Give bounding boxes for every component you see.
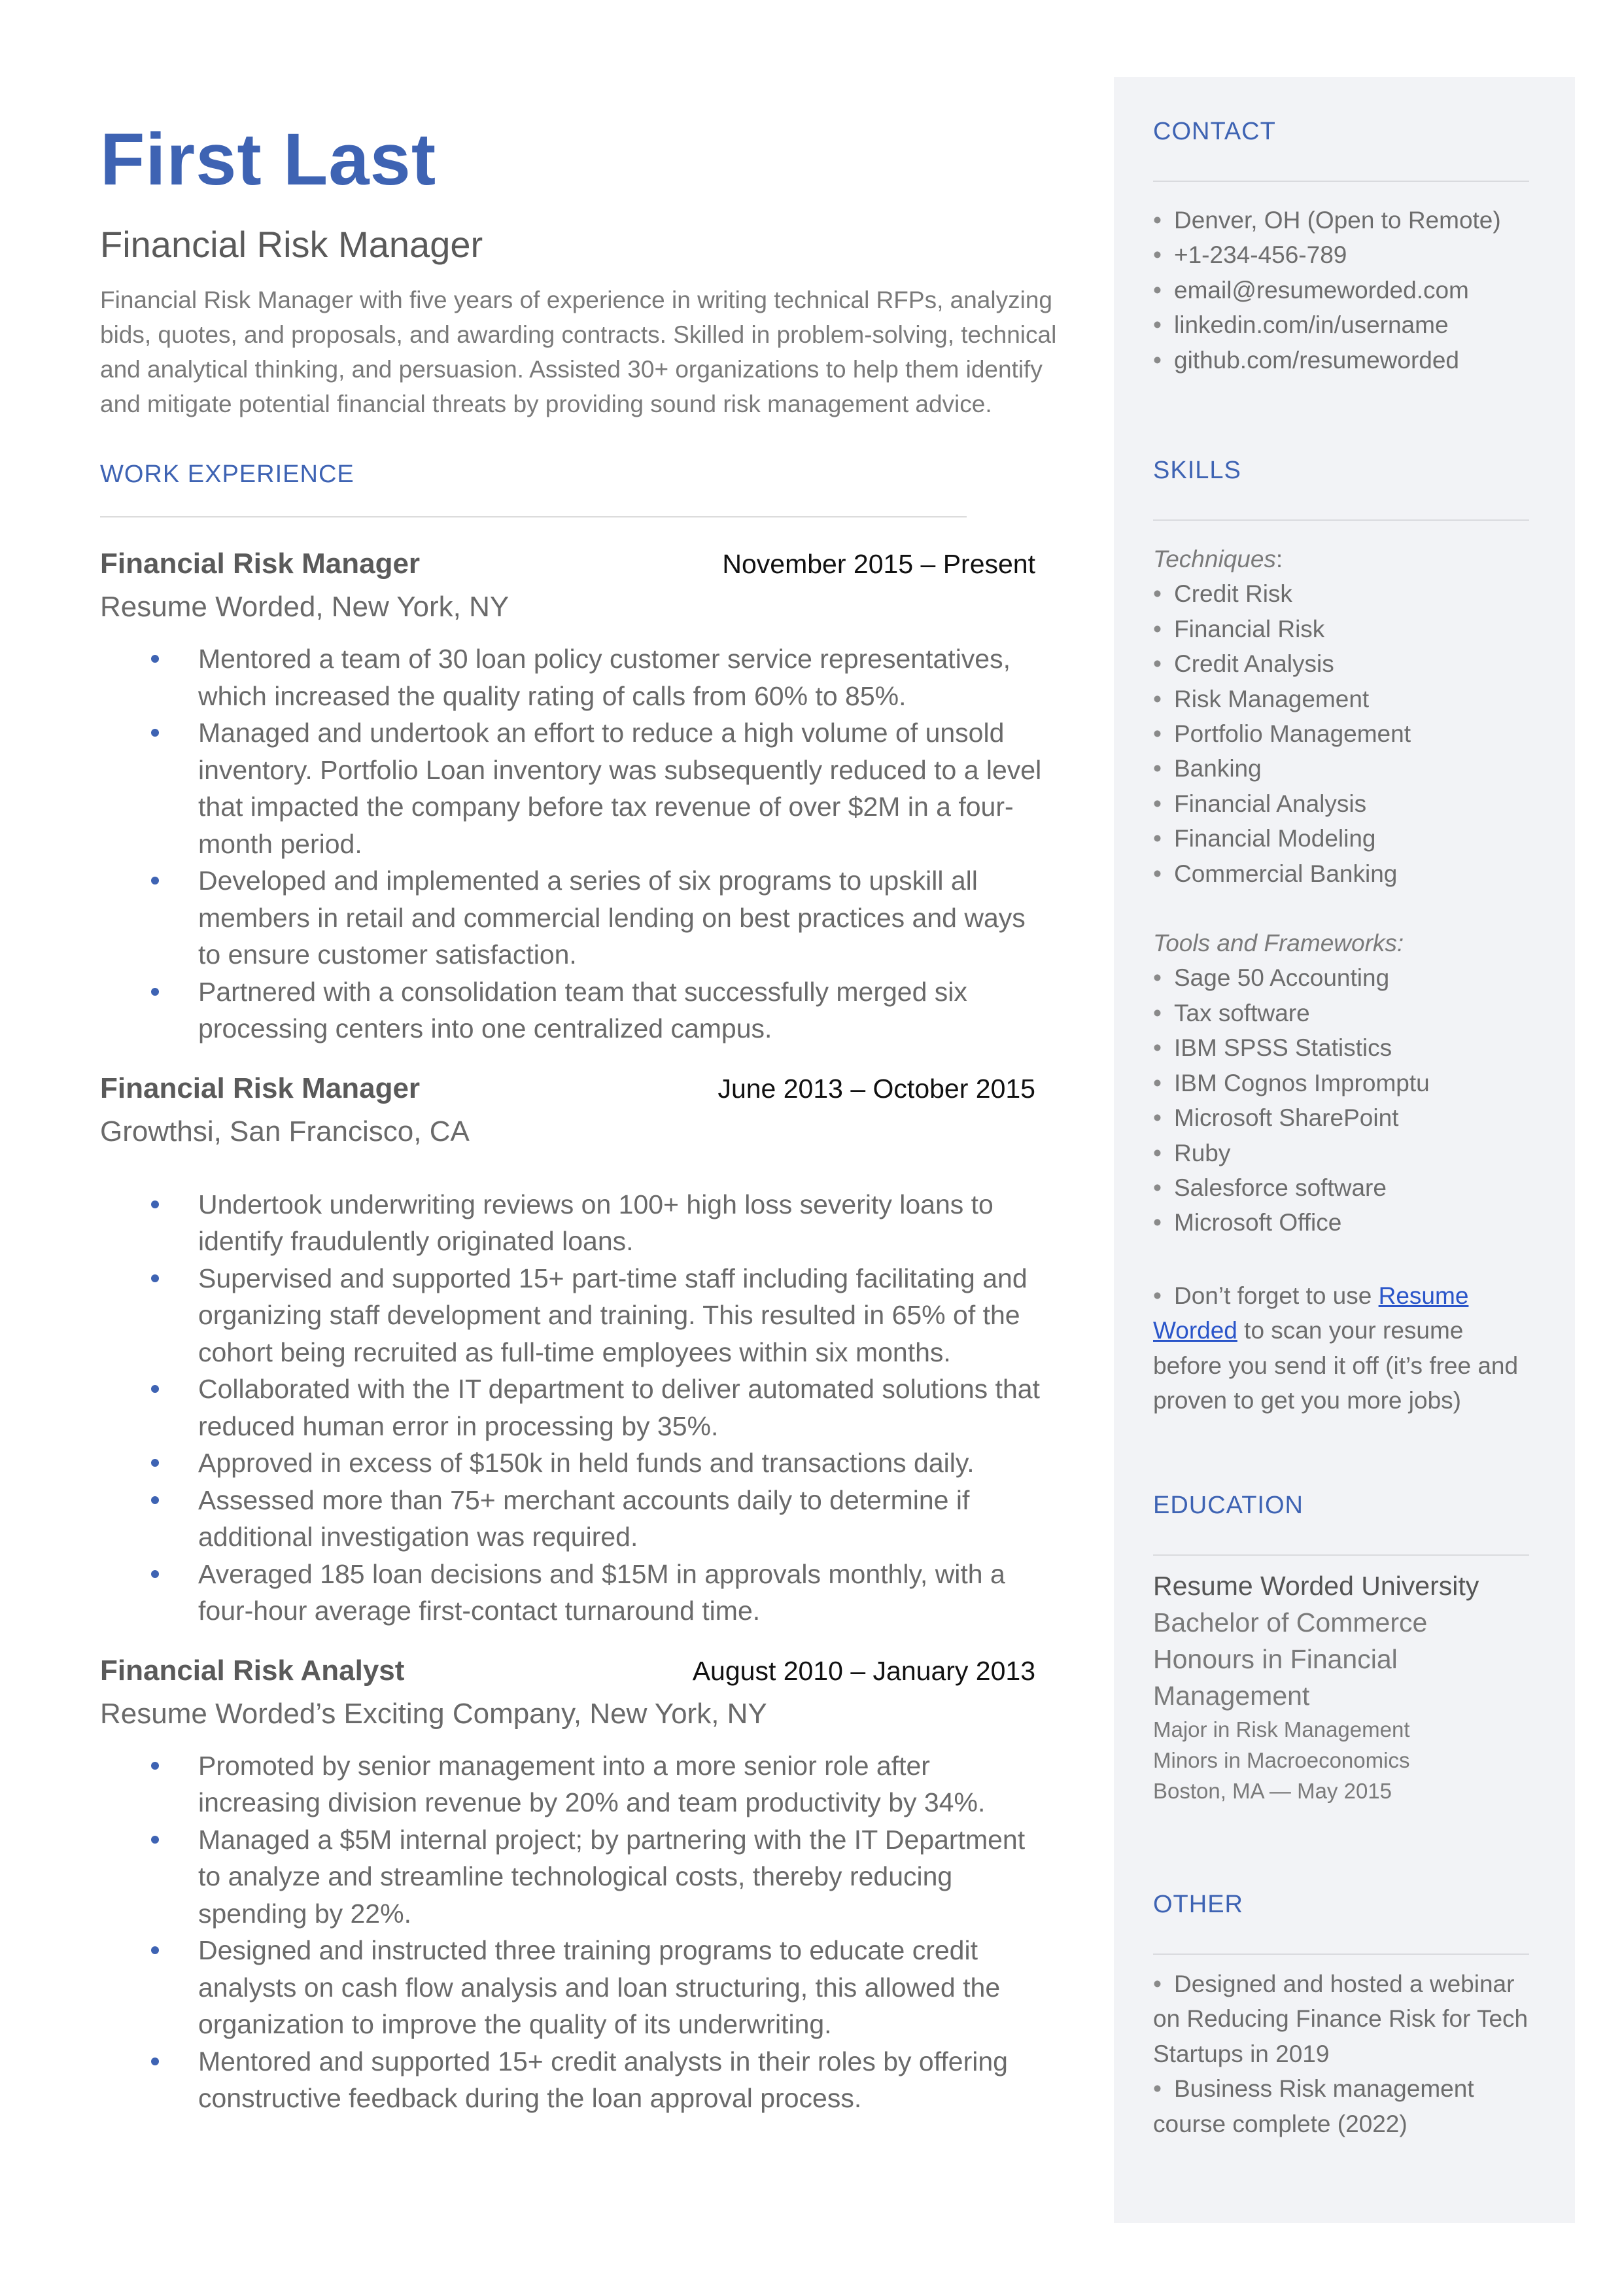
resume-worded-link[interactable]: Resume Worded [1153, 1282, 1469, 1344]
education-divider [1153, 1554, 1529, 1556]
candidate-title: Financial Risk Manager [100, 224, 483, 265]
job-role: Financial Risk Manager [100, 548, 421, 580]
work-experience-title: WORK EXPERIENCE [100, 461, 354, 488]
bullet-dot-icon [151, 2058, 159, 2065]
bullet-item: Averaged 185 loan decisions and $15M in approvals monthly, with a four-hour average first-contact turnaround time. [100, 1556, 1042, 1630]
bullet-dot-icon [151, 655, 159, 663]
skill-item: • Financial Risk [1153, 615, 1325, 642]
bullet-item: Mentored and supported 15+ credit analysts in their roles by offering constructive feedback during the loan approval process. [100, 2043, 1042, 2117]
other-list [1153, 1967, 1529, 2141]
other-divider [1153, 1953, 1529, 1955]
skill-item: • Portfolio Management [1153, 720, 1411, 748]
bullet-dot-icon [151, 1570, 159, 1578]
main-column [100, 111, 1057, 2117]
spacer [1153, 891, 1529, 926]
other-item: • Business Risk management course complete (2022) [1153, 2075, 1474, 2137]
bullet-dot-icon [151, 1274, 159, 1282]
sidebar [1114, 77, 1575, 2223]
tool-item: • IBM SPSS Statistics [1153, 1034, 1392, 1062]
bullet-item: Supervised and supported 15+ part-time staff including facilitating and organizing staff development and training. This resulted in 65% of the cohort being recruited as full-time employees within six months. [100, 1260, 1042, 1371]
job-dates: June 2013 – October 2015 [717, 1073, 1035, 1104]
job-bullets [100, 640, 1042, 1047]
tool-item: • Tax software [1153, 999, 1310, 1026]
contact-linkedin[interactable]: • linkedin.com/in/username [1153, 311, 1449, 339]
summary: Financial Risk Manager with five years of experience in writing technical RFPs, analyzing bids, quotes, and proposals, and awarding contracts. Skilled in problem-solving, technical and analytical thinking, and persuasion. Assisted 30+ organizations to help them identify and mitigate potential financial threats by providing sound risk management advice. [100, 287, 1057, 417]
techniques-label: Techniques: [1153, 546, 1283, 572]
resume-worded-note: • Don’t forget to use Resume Worded to scan your resume before you send it off (it’s free and proven to get you more jobs) [1153, 1282, 1519, 1414]
job-entry [100, 1655, 1042, 2117]
job-company: Growthsi, San Francisco, CA [100, 1115, 470, 1148]
bullet-item: Promoted by senior management into a more senior role after increasing division revenue by 20% and team productivity by 34%. [100, 1747, 1042, 1821]
tool-item: • Ruby [1153, 1139, 1231, 1166]
tools-label: Tools and Frameworks: [1153, 930, 1404, 957]
skill-item: • Commercial Banking [1153, 860, 1398, 887]
bullet-item: Assessed more than 75+ merchant accounts daily to determine if additional investigation was required. [100, 1482, 1042, 1556]
skill-item: • Financial Modeling [1153, 825, 1376, 852]
bullet-dot-icon [151, 1459, 159, 1467]
job-dates: August 2010 – January 2013 [692, 1655, 1035, 1686]
contact-location: • Denver, OH (Open to Remote) [1153, 207, 1501, 234]
skill-item: • Risk Management [1153, 685, 1370, 712]
bullet-item: Developed and implemented a series of six programs to upskill all members in retail and commercial lending on best practices and ways to ensure customer satisfaction. [100, 862, 1042, 973]
job-bullets [100, 1186, 1042, 1630]
bullet-item: Managed and undertook an effort to reduce a high volume of unsold inventory. Portfolio Loan inventory was subsequently reduced to a level that impacted the company before tax revenue of over $2M in a four-month period. [100, 714, 1042, 862]
bullet-item: Mentored a team of 30 loan policy customer service representatives, which increased the quality rating of calls from 60% to 85%. [100, 640, 1042, 714]
bullet-item: Managed a $5M internal project; by partnering with the IT Department to analyze and streamline technological costs, thereby reducing spending by 22%. [100, 1821, 1042, 1933]
job-entry [100, 548, 1042, 1047]
candidate-name: First Last [100, 118, 437, 200]
degree: Bachelor of Commerce Honours in Financial Management [1153, 1607, 1428, 1711]
contact-phone: • +1-234-456-789 [1153, 241, 1347, 269]
tool-item: • Salesforce software [1153, 1174, 1387, 1201]
bullet-item: Collaborated with the IT department to deliver automated solutions that reduced human error in processing by 35%. [100, 1371, 1042, 1445]
tool-item: • IBM Cognos Impromptu [1153, 1069, 1430, 1096]
tool-item: • Microsoft SharePoint [1153, 1104, 1399, 1132]
job-role: Financial Risk Manager [100, 1072, 421, 1104]
contact-github[interactable]: • github.com/resumeworded [1153, 346, 1459, 374]
bullet-dot-icon [151, 988, 159, 996]
contact-title: CONTACT [1153, 118, 1276, 145]
job-entry [100, 1072, 1042, 1630]
job-company: Resume Worded, New York, NY [100, 591, 510, 623]
bullet-dot-icon [151, 877, 159, 885]
skill-item: • Banking [1153, 755, 1262, 782]
other-title: OTHER [1153, 1891, 1243, 1918]
skill-item: • Financial Analysis [1153, 790, 1367, 817]
skills-divider [1153, 519, 1529, 521]
major: Major in Risk Management [1153, 1717, 1410, 1742]
tool-item: • Microsoft Office [1153, 1209, 1342, 1236]
bullet-item: Undertook underwriting reviews on 100+ high loss severity loans to identify fraudulently originated loans. [100, 1186, 1042, 1260]
education-entry [1153, 1568, 1529, 1806]
job-dates: November 2015 – Present [722, 549, 1035, 579]
other-item: • Designed and hosted a webinar on Reducing Finance Risk for Tech Startups in 2019 [1153, 1971, 1529, 2067]
skill-item: • Credit Risk [1153, 580, 1292, 608]
skills-title: SKILLS [1153, 457, 1241, 484]
contact-list [1153, 203, 1529, 377]
bullet-item: Designed and instructed three training programs to educate credit analysts on cash flow analysis and loan structuring, this allowed the organization to improve the quality of its underwriting. [100, 1932, 1042, 2043]
bullet-dot-icon [151, 1496, 159, 1504]
minors: Minors in Macroeconomics [1153, 1748, 1410, 1772]
work-divider [100, 516, 967, 517]
skills-list [1153, 542, 1529, 1240]
contact-divider [1153, 181, 1529, 182]
job-role: Financial Risk Analyst [100, 1654, 405, 1687]
contact-email[interactable]: • email@resumeworded.com [1153, 276, 1469, 304]
education-title: EDUCATION [1153, 1492, 1304, 1519]
bullet-item: Partnered with a consolidation team that successfully merged six processing centers into one centralized campus. [100, 973, 1042, 1047]
bullet-dot-icon [151, 1836, 159, 1844]
job-bullets [100, 1747, 1042, 2117]
bullet-dot-icon [151, 729, 159, 737]
tool-item: • Sage 50 Accounting [1153, 964, 1390, 992]
bullet-dot-icon [151, 1200, 159, 1208]
job-company: Resume Worded’s Exciting Company, New York, NY [100, 1697, 767, 1730]
university-name: Resume Worded University [1153, 1571, 1479, 1601]
bullet-item: Approved in excess of $150k in held funds and transactions daily. [100, 1445, 1042, 1482]
bullet-dot-icon [151, 1385, 159, 1393]
bullet-dot-icon [151, 1946, 159, 1954]
education-location-date: Boston, MA — May 2015 [1153, 1779, 1392, 1803]
bullet-dot-icon [151, 1762, 159, 1770]
skill-item: • Credit Analysis [1153, 650, 1334, 678]
